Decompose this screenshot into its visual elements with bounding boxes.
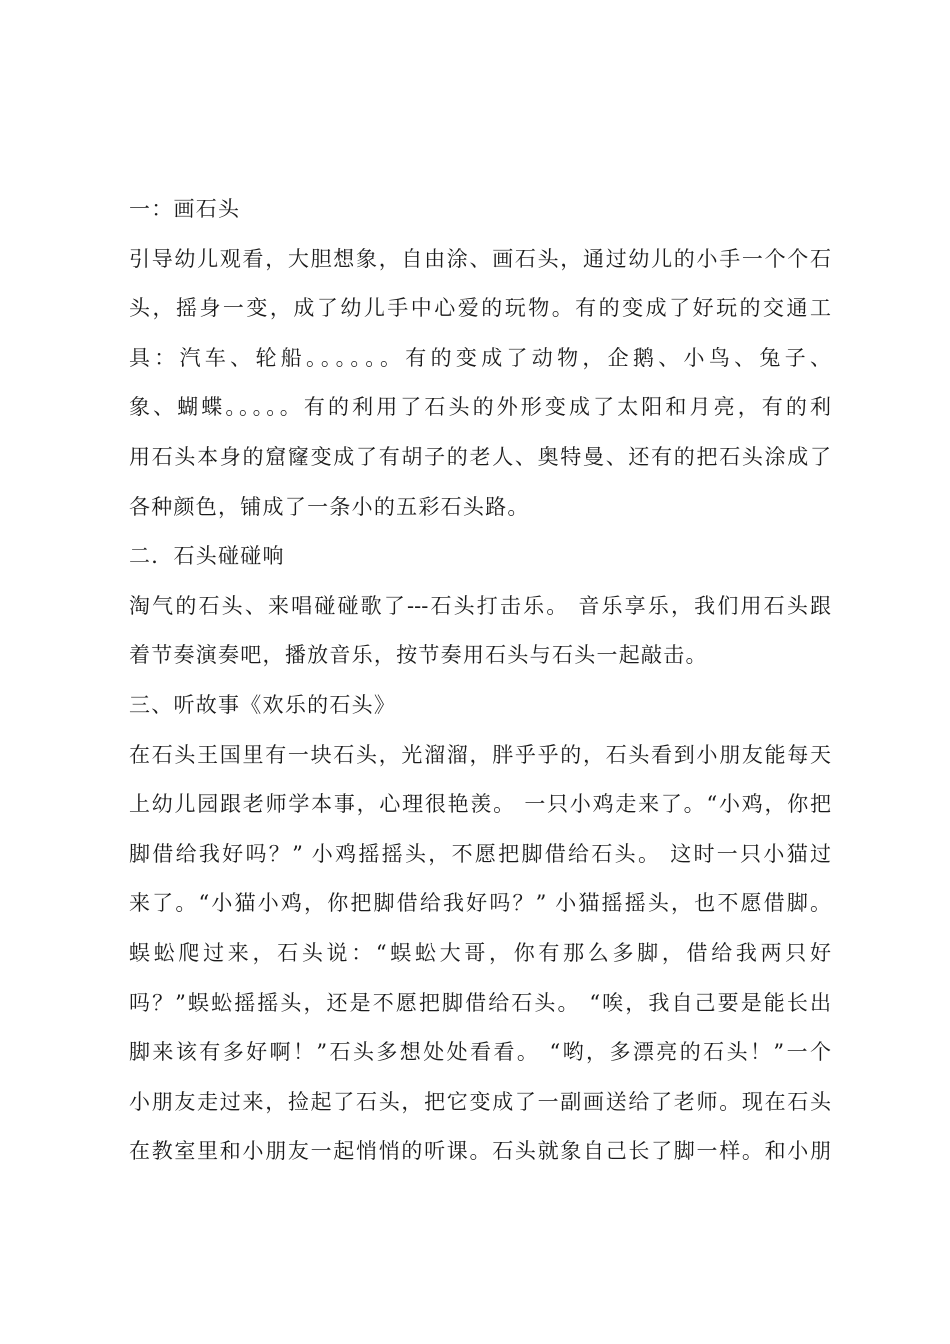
paragraph-line: 各种颜色，铺成了一条小的五彩石头路。 xyxy=(129,494,530,519)
paragraph-line: 在石头王国里有一块石头，光溜溜，胖乎乎的，石头看到小朋友能每天 xyxy=(129,742,831,767)
paragraph-line: 来了。“小猫小鸡，你把脚借给我好吗？” 小猫摇摇头，也不愿借脚。 xyxy=(129,891,831,916)
paragraph-line: 着节奏演奏吧，播放音乐，按节奏用石头与石头一起敲击。 xyxy=(129,643,708,668)
paragraph-line: 用石头本身的窟窿变成了有胡子的老人、奥特曼、还有的把石头涂成了 xyxy=(129,444,831,469)
paragraph-line: 引导幼儿观看，大胆想象，自由涂、画石头，通过幼儿的小手一个个石 xyxy=(129,246,831,271)
section-heading-1: 一：画石头 xyxy=(129,197,241,221)
paragraph-line: 具：汽车、轮船。。。。。。有的变成了动物，企鹅、小鸟、兔子、 xyxy=(129,345,831,370)
paragraph-line: 头，摇身一变，成了幼儿手中心爱的玩物。有的变成了好玩的交通工 xyxy=(129,296,831,321)
paragraph-line: 上幼儿园跟老师学本事，心理很艳羡。 一只小鸡走来了。“小鸡，你把 xyxy=(129,792,831,817)
paragraph-line: 蜈蚣爬过来，石头说：“蜈蚣大哥，你有那么多脚，借给我两只好 xyxy=(129,940,831,965)
document-body xyxy=(129,185,831,1177)
paragraph-line: 淘气的石头、来唱碰碰歌了---石头打击乐。 音乐享乐，我们用石头跟 xyxy=(129,593,831,618)
paragraph-line: 在教室里和小朋友一起悄悄的听课。石头就象自己长了脚一样。和小朋 xyxy=(129,1139,831,1164)
paragraph-line: 象、蝴蝶。。。。。有的利用了石头的外形变成了太阳和月亮，有的利 xyxy=(129,395,831,420)
paragraph-line: 小朋友走过来，捡起了石头，把它变成了一副画送给了老师。现在石头 xyxy=(129,1089,831,1114)
section-heading-3: 三、听故事《欢乐的石头》 xyxy=(129,692,397,717)
paragraph-line: 吗？”蜈蚣摇摇头，还是不愿把脚借给石头。 “唉，我自己要是能长出 xyxy=(129,990,831,1015)
paragraph-line: 脚来该有多好啊！”石头多想处处看看。 “哟，多漂亮的石头！”一个 xyxy=(129,1040,831,1065)
paragraph-line: 脚借给我好吗？” 小鸡摇摇头，不愿把脚借给石头。 这时一只小猫过 xyxy=(129,841,831,866)
section-heading-2: 二．石头碰碰响 xyxy=(129,544,285,569)
